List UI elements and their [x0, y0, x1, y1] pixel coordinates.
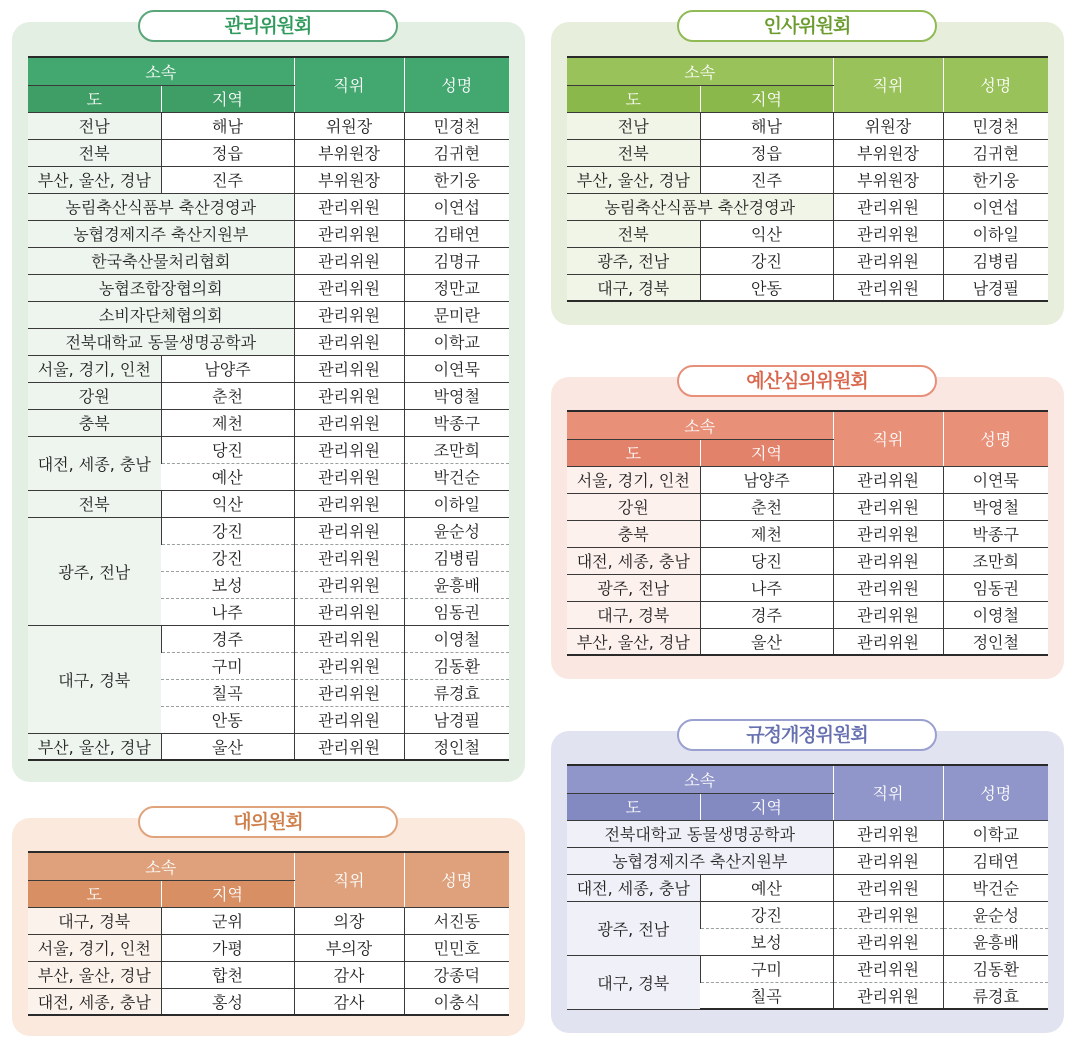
province-cell: 부산, 울산, 경남 — [28, 166, 161, 193]
table-row — [567, 247, 1048, 274]
table-row — [567, 193, 1048, 220]
name-cell: 김귀현 — [404, 139, 509, 166]
province-cell: 전남 — [567, 112, 700, 139]
position-cell: 관리위원 — [833, 520, 943, 547]
position-cell: 관리위원 — [833, 601, 943, 628]
region-cell: 합천 — [161, 961, 294, 988]
province-cell: 부산, 울산, 경남 — [567, 166, 700, 193]
table-row — [567, 601, 1048, 628]
province-cell: 대전, 세종, 충남 — [567, 874, 700, 901]
table-row — [28, 382, 509, 409]
position-cell: 관리위원 — [294, 463, 404, 490]
table-row — [567, 820, 1048, 847]
header-province: 도 — [567, 793, 700, 820]
name-cell: 김명규 — [404, 247, 509, 274]
province-cell: 서울, 경기, 인천 — [28, 355, 161, 382]
position-cell: 관리위원 — [294, 436, 404, 463]
region-cell: 나주 — [700, 574, 833, 601]
header-name: 성명 — [404, 57, 509, 112]
name-cell: 윤흥배 — [404, 571, 509, 598]
mgmt-committee-title: 관리위원회 — [138, 10, 398, 42]
header-affiliation: 소속 — [567, 765, 833, 793]
table-row — [28, 625, 509, 652]
position-cell: 부위원장 — [833, 166, 943, 193]
region-cell: 가평 — [161, 934, 294, 961]
position-cell: 관리위원 — [294, 544, 404, 571]
table-row — [567, 955, 1048, 982]
region-cell: 예산 — [161, 463, 294, 490]
table-row — [28, 166, 509, 193]
position-cell: 관리위원 — [833, 820, 943, 847]
name-cell: 이하일 — [943, 220, 1048, 247]
table-row — [28, 907, 509, 934]
table-row — [28, 988, 509, 1015]
province-cell: 광주, 전남 — [28, 517, 161, 625]
region-cell: 남양주 — [161, 355, 294, 382]
province-cell: 전북 — [28, 490, 161, 517]
table-row — [28, 274, 509, 301]
position-cell: 관리위원 — [833, 928, 943, 955]
name-cell: 박영철 — [943, 493, 1048, 520]
position-cell: 관리위원 — [294, 733, 404, 760]
region-cell: 안동 — [161, 706, 294, 733]
hr-committee-table — [567, 56, 1048, 302]
region-cell: 군위 — [161, 907, 294, 934]
position-cell: 관리위원 — [294, 598, 404, 625]
position-cell: 관리위원 — [833, 193, 943, 220]
region-cell: 춘천 — [700, 493, 833, 520]
region-cell: 진주 — [161, 166, 294, 193]
position-cell: 관리위원 — [294, 274, 404, 301]
rules-committee-panel — [551, 724, 1064, 1033]
affiliation-cell: 농협경제지주 축산지원부 — [567, 847, 833, 874]
region-cell: 강진 — [700, 901, 833, 928]
name-cell: 이연묵 — [943, 466, 1048, 493]
position-cell: 관리위원 — [833, 220, 943, 247]
position-cell: 관리위원 — [294, 571, 404, 598]
position-cell: 부의장 — [294, 934, 404, 961]
table-row — [567, 547, 1048, 574]
table-row — [28, 733, 509, 760]
name-cell: 조만희 — [404, 436, 509, 463]
name-cell: 윤순성 — [404, 517, 509, 544]
header-position: 직위 — [833, 765, 943, 820]
position-cell: 관리위원 — [833, 274, 943, 301]
table-row — [28, 193, 509, 220]
region-cell: 울산 — [700, 628, 833, 655]
name-cell: 민경천 — [943, 112, 1048, 139]
region-cell: 진주 — [700, 166, 833, 193]
province-cell: 대구, 경북 — [567, 955, 700, 1009]
province-cell: 서울, 경기, 인천 — [567, 466, 700, 493]
affiliation-cell: 농림축산식품부 축산경영과 — [567, 193, 833, 220]
province-cell: 대구, 경북 — [567, 274, 700, 301]
region-cell: 칠곡 — [700, 982, 833, 1009]
position-cell: 관리위원 — [833, 847, 943, 874]
name-cell: 임동권 — [943, 574, 1048, 601]
header-region: 지역 — [700, 793, 833, 820]
name-cell: 박건순 — [943, 874, 1048, 901]
name-cell: 류경효 — [404, 679, 509, 706]
table-row — [567, 520, 1048, 547]
province-cell: 부산, 울산, 경남 — [567, 628, 700, 655]
name-cell: 윤순성 — [943, 901, 1048, 928]
name-cell: 박건순 — [404, 463, 509, 490]
table-row — [28, 355, 509, 382]
budget-committee-table — [567, 410, 1048, 656]
position-cell: 관리위원 — [833, 901, 943, 928]
name-cell: 남경필 — [404, 706, 509, 733]
region-cell: 구미 — [700, 955, 833, 982]
region-cell: 정읍 — [161, 139, 294, 166]
region-cell: 예산 — [700, 874, 833, 901]
table-row — [567, 166, 1048, 193]
table-row — [567, 493, 1048, 520]
name-cell: 정만교 — [404, 274, 509, 301]
region-cell: 강진 — [161, 517, 294, 544]
position-cell: 관리위원 — [833, 574, 943, 601]
province-cell: 충북 — [567, 520, 700, 547]
name-cell: 김동환 — [404, 652, 509, 679]
position-cell: 관리위원 — [294, 706, 404, 733]
position-cell: 관리위원 — [833, 982, 943, 1009]
rules-committee-title: 규정개정위원회 — [677, 719, 937, 751]
name-cell: 임동권 — [404, 598, 509, 625]
name-cell: 강종덕 — [404, 961, 509, 988]
name-cell: 정인철 — [943, 628, 1048, 655]
position-cell: 의장 — [294, 907, 404, 934]
name-cell: 조만희 — [943, 547, 1048, 574]
table-row — [567, 901, 1048, 928]
table-row — [567, 574, 1048, 601]
position-cell: 관리위원 — [833, 547, 943, 574]
header-position: 직위 — [833, 411, 943, 466]
mgmt-committee-table — [28, 56, 509, 761]
name-cell: 이하일 — [404, 490, 509, 517]
province-cell: 전남 — [28, 112, 161, 139]
header-affiliation: 소속 — [567, 57, 833, 85]
affiliation-cell: 소비자단체협의회 — [28, 301, 294, 328]
position-cell: 관리위원 — [833, 466, 943, 493]
region-cell: 경주 — [161, 625, 294, 652]
header-name: 성명 — [943, 765, 1048, 820]
name-cell: 이학교 — [943, 820, 1048, 847]
name-cell: 이학교 — [404, 328, 509, 355]
table-row — [567, 847, 1048, 874]
header-affiliation: 소속 — [28, 852, 294, 880]
affiliation-cell: 전북대학교 동물생명공학과 — [567, 820, 833, 847]
delegates-table — [28, 851, 509, 1016]
region-cell: 제천 — [161, 409, 294, 436]
table-row — [567, 466, 1048, 493]
name-cell: 김귀현 — [943, 139, 1048, 166]
position-cell: 관리위원 — [294, 301, 404, 328]
table-row — [28, 247, 509, 274]
position-cell: 관리위원 — [294, 625, 404, 652]
position-cell: 관리위원 — [294, 247, 404, 274]
name-cell: 이충식 — [404, 988, 509, 1015]
province-cell: 대구, 경북 — [567, 601, 700, 628]
header-province: 도 — [567, 439, 700, 466]
position-cell: 관리위원 — [294, 490, 404, 517]
affiliation-cell: 한국축산물처리협회 — [28, 247, 294, 274]
position-cell: 관리위원 — [294, 355, 404, 382]
table-row — [28, 139, 509, 166]
province-cell: 강원 — [28, 382, 161, 409]
name-cell: 서진동 — [404, 907, 509, 934]
position-cell: 관리위원 — [294, 220, 404, 247]
header-name: 성명 — [943, 57, 1048, 112]
region-cell: 나주 — [161, 598, 294, 625]
region-cell: 춘천 — [161, 382, 294, 409]
hr-committee-title: 인사위원회 — [677, 10, 937, 42]
header-name: 성명 — [404, 852, 509, 907]
region-cell: 홍성 — [161, 988, 294, 1015]
region-cell: 당진 — [700, 547, 833, 574]
name-cell: 김병림 — [404, 544, 509, 571]
name-cell: 한기웅 — [404, 166, 509, 193]
header-province: 도 — [28, 85, 161, 112]
name-cell: 김태연 — [943, 847, 1048, 874]
table-row — [28, 934, 509, 961]
province-cell: 광주, 전남 — [567, 247, 700, 274]
position-cell: 관리위원 — [294, 328, 404, 355]
region-cell: 해남 — [161, 112, 294, 139]
province-cell: 대전, 세종, 충남 — [28, 436, 161, 490]
name-cell: 민민호 — [404, 934, 509, 961]
header-name: 성명 — [943, 411, 1048, 466]
province-cell: 대전, 세종, 충남 — [28, 988, 161, 1015]
region-cell: 해남 — [700, 112, 833, 139]
delegates-panel — [12, 811, 525, 1036]
province-cell: 부산, 울산, 경남 — [28, 733, 161, 760]
province-cell: 대전, 세종, 충남 — [567, 547, 700, 574]
table-row — [567, 274, 1048, 301]
name-cell: 문미란 — [404, 301, 509, 328]
hr-committee-panel — [551, 15, 1064, 325]
table-row — [28, 301, 509, 328]
province-cell: 서울, 경기, 인천 — [28, 934, 161, 961]
position-cell: 부위원장 — [833, 139, 943, 166]
position-cell: 관리위원 — [294, 517, 404, 544]
position-cell: 관리위원 — [294, 382, 404, 409]
table-row — [567, 874, 1048, 901]
table-row — [28, 490, 509, 517]
name-cell: 김태연 — [404, 220, 509, 247]
region-cell: 경주 — [700, 601, 833, 628]
name-cell: 박영철 — [404, 382, 509, 409]
position-cell: 관리위원 — [833, 493, 943, 520]
header-region: 지역 — [700, 85, 833, 112]
region-cell: 정읍 — [700, 139, 833, 166]
header-position: 직위 — [833, 57, 943, 112]
name-cell: 한기웅 — [943, 166, 1048, 193]
region-cell: 익산 — [700, 220, 833, 247]
table-row — [567, 220, 1048, 247]
position-cell: 감사 — [294, 988, 404, 1015]
header-affiliation: 소속 — [28, 57, 294, 85]
position-cell: 관리위원 — [294, 193, 404, 220]
name-cell: 이연섭 — [943, 193, 1048, 220]
position-cell: 관리위원 — [833, 955, 943, 982]
table-row — [28, 328, 509, 355]
mgmt-committee-panel — [12, 15, 525, 782]
province-cell: 강원 — [567, 493, 700, 520]
region-cell: 당진 — [161, 436, 294, 463]
position-cell: 부위원장 — [294, 139, 404, 166]
name-cell: 박종구 — [404, 409, 509, 436]
header-region: 지역 — [161, 880, 294, 907]
province-cell: 부산, 울산, 경남 — [28, 961, 161, 988]
region-cell: 남양주 — [700, 466, 833, 493]
header-affiliation: 소속 — [567, 411, 833, 439]
region-cell: 보성 — [161, 571, 294, 598]
region-cell: 제천 — [700, 520, 833, 547]
position-cell: 관리위원 — [833, 874, 943, 901]
affiliation-cell: 농협경제지주 축산지원부 — [28, 220, 294, 247]
region-cell: 강진 — [700, 247, 833, 274]
name-cell: 김동환 — [943, 955, 1048, 982]
region-cell: 강진 — [161, 544, 294, 571]
province-cell: 대구, 경북 — [28, 625, 161, 733]
position-cell: 관리위원 — [294, 679, 404, 706]
affiliation-cell: 농협조합장협의회 — [28, 274, 294, 301]
name-cell: 남경필 — [943, 274, 1048, 301]
province-cell: 광주, 전남 — [567, 901, 700, 955]
name-cell: 윤흥배 — [943, 928, 1048, 955]
table-row — [28, 961, 509, 988]
name-cell: 민경천 — [404, 112, 509, 139]
name-cell: 김병림 — [943, 247, 1048, 274]
position-cell: 관리위원 — [294, 652, 404, 679]
position-cell: 위원장 — [833, 112, 943, 139]
position-cell: 감사 — [294, 961, 404, 988]
position-cell: 관리위원 — [833, 628, 943, 655]
name-cell: 이연섭 — [404, 193, 509, 220]
table-row — [28, 409, 509, 436]
province-cell: 전북 — [567, 220, 700, 247]
header-province: 도 — [567, 85, 700, 112]
budget-committee-title: 예산심의위원회 — [677, 365, 937, 397]
region-cell: 안동 — [700, 274, 833, 301]
region-cell: 칠곡 — [161, 679, 294, 706]
region-cell: 익산 — [161, 490, 294, 517]
region-cell: 보성 — [700, 928, 833, 955]
affiliation-cell: 농림축산식품부 축산경영과 — [28, 193, 294, 220]
table-row — [567, 139, 1048, 166]
table-row — [567, 628, 1048, 655]
position-cell: 관리위원 — [833, 247, 943, 274]
table-row — [28, 220, 509, 247]
name-cell: 류경효 — [943, 982, 1048, 1009]
header-province: 도 — [28, 880, 161, 907]
position-cell: 부위원장 — [294, 166, 404, 193]
name-cell: 박종구 — [943, 520, 1048, 547]
province-cell: 충북 — [28, 409, 161, 436]
rules-committee-table — [567, 764, 1048, 1010]
province-cell: 대구, 경북 — [28, 907, 161, 934]
province-cell: 전북 — [28, 139, 161, 166]
name-cell: 정인철 — [404, 733, 509, 760]
name-cell: 이영철 — [404, 625, 509, 652]
table-row — [567, 112, 1048, 139]
name-cell: 이연묵 — [404, 355, 509, 382]
region-cell: 울산 — [161, 733, 294, 760]
header-region: 지역 — [700, 439, 833, 466]
province-cell: 광주, 전남 — [567, 574, 700, 601]
delegates-title: 대의원회 — [138, 806, 398, 838]
header-region: 지역 — [161, 85, 294, 112]
name-cell: 이영철 — [943, 601, 1048, 628]
table-row — [28, 112, 509, 139]
header-position: 직위 — [294, 852, 404, 907]
affiliation-cell: 전북대학교 동물생명공학과 — [28, 328, 294, 355]
table-row — [28, 436, 509, 463]
region-cell: 구미 — [161, 652, 294, 679]
position-cell: 관리위원 — [294, 409, 404, 436]
position-cell: 위원장 — [294, 112, 404, 139]
province-cell: 전북 — [567, 139, 700, 166]
header-position: 직위 — [294, 57, 404, 112]
budget-committee-panel — [551, 370, 1064, 679]
table-row — [28, 517, 509, 544]
